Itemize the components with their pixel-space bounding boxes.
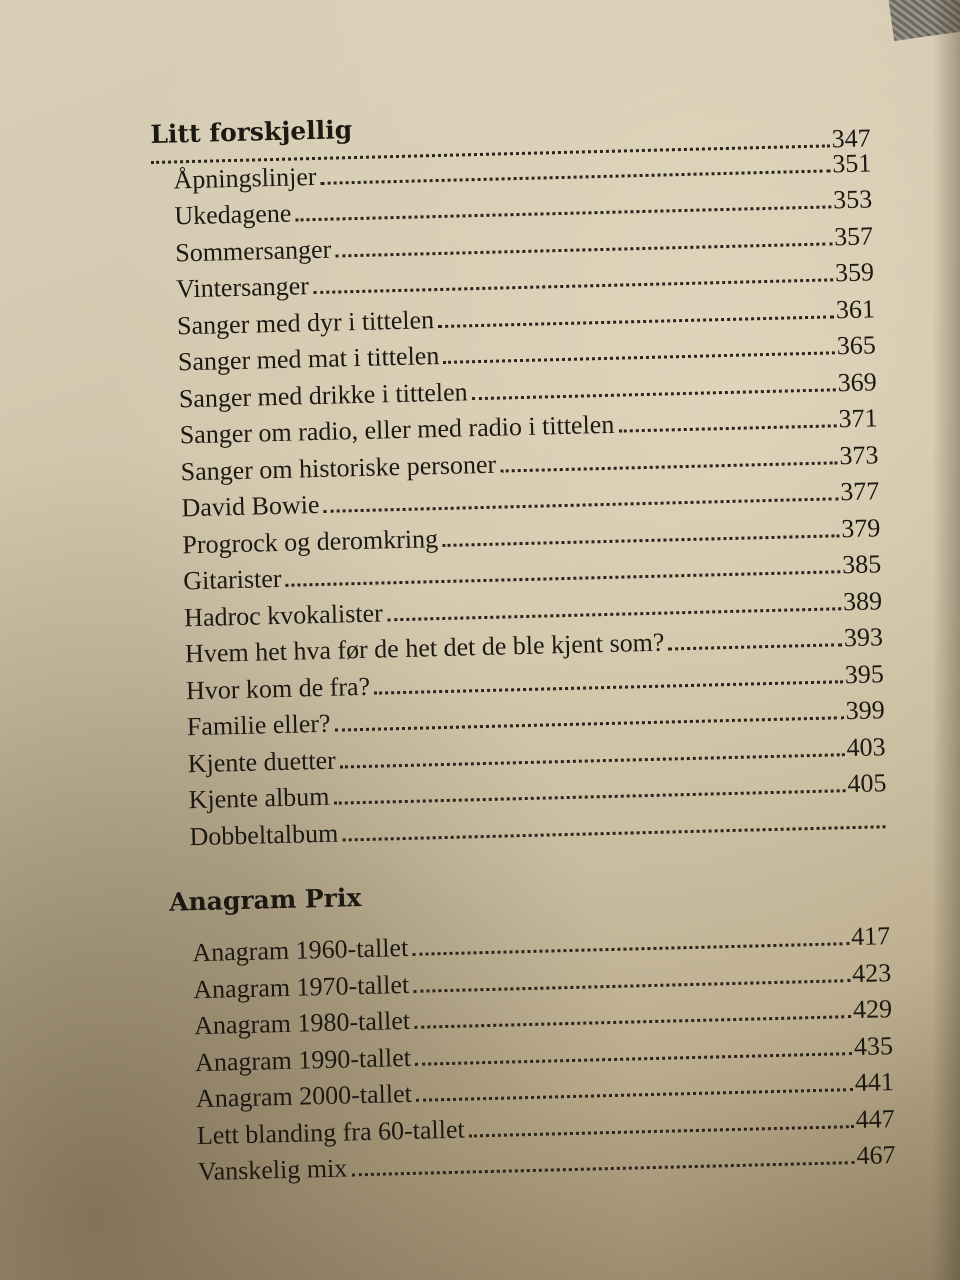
leader-dots xyxy=(295,205,831,221)
leader-dots xyxy=(500,461,837,472)
page-number: 405 xyxy=(847,768,887,799)
leader-dots xyxy=(340,753,845,768)
leader-dots xyxy=(335,242,832,257)
page-number: 395 xyxy=(844,658,885,689)
entry-title: Anagram 1980-tallet xyxy=(193,1005,411,1041)
leader-dots xyxy=(443,351,835,364)
leader-dots xyxy=(415,1052,852,1066)
entry-title: Hadroc kvokalister xyxy=(183,597,384,632)
page-number: 379 xyxy=(840,512,881,543)
page-number: 467 xyxy=(856,1140,896,1171)
page-number: 423 xyxy=(851,957,892,988)
entry-title: Anagram 1970-tallet xyxy=(192,969,410,1004)
entry-title: Sanger med mat i tittelen xyxy=(177,341,440,377)
page-number: 351 xyxy=(831,147,872,178)
entry-title: Kjente album xyxy=(188,781,330,815)
page-number: 359 xyxy=(834,257,875,288)
page-number: 435 xyxy=(853,1030,894,1061)
leader-dots xyxy=(335,716,844,731)
leader-dots xyxy=(618,424,836,432)
entry-title: Anagram 1960-tallet xyxy=(192,932,409,968)
page-number: 361 xyxy=(835,293,876,324)
leader-dots xyxy=(321,169,831,184)
page-number: 385 xyxy=(841,549,882,580)
entry-title: Ukedagene xyxy=(174,198,292,231)
entry-title: Sanger om historiske personer xyxy=(180,449,497,486)
page-number: 353 xyxy=(832,184,873,215)
leader-dots xyxy=(413,979,850,993)
leader-dots xyxy=(472,388,836,400)
page-number: 347 xyxy=(831,123,872,154)
entry-title: Progrock og deromkring xyxy=(182,523,439,559)
leader-dots xyxy=(313,278,833,294)
entry-title: Gitarister xyxy=(182,563,282,596)
entry-title: David Bowie xyxy=(181,489,320,523)
entry-title: Åpningslinjer xyxy=(173,161,317,194)
leader-dots xyxy=(442,534,839,547)
entry-title: Sanger med dyr i tittelen xyxy=(176,304,435,340)
page-number: 429 xyxy=(852,994,893,1025)
entry-title: Sanger om radio, eller med radio i tittelen xyxy=(179,409,615,450)
page-number: 441 xyxy=(854,1067,895,1098)
entry-title: Dobbeltalbum xyxy=(189,818,339,851)
leader-dots xyxy=(438,315,834,328)
page-number: 389 xyxy=(842,585,883,616)
page-number: 447 xyxy=(855,1103,896,1134)
entry-title: Sommersanger xyxy=(174,234,332,267)
leader-dots xyxy=(469,1125,854,1137)
page-number: 369 xyxy=(837,366,878,397)
entry-title: Lett blanding fra 60-tallet xyxy=(196,1114,465,1150)
leader-dots xyxy=(351,1161,854,1176)
page-number: 365 xyxy=(836,330,877,361)
entry-title: Vanskelig mix xyxy=(197,1153,348,1187)
page-number: 371 xyxy=(838,403,878,434)
entry-title: Hvem het hva før de het det de ble kjent som? xyxy=(184,627,665,669)
entry-title: Sanger med drikke i tittelen xyxy=(178,376,468,413)
page-edge-shadow xyxy=(932,0,960,1280)
table-of-contents xyxy=(150,100,896,1191)
entry-title: Hvor kom de fra? xyxy=(185,671,371,705)
section-heading: Anagram Prix xyxy=(168,883,362,917)
leader-dots xyxy=(412,942,849,956)
leader-dots xyxy=(374,680,843,694)
leader-dots xyxy=(416,1088,853,1102)
page-number: 417 xyxy=(850,921,891,952)
page-number: 377 xyxy=(839,476,880,507)
page-number: 393 xyxy=(843,622,884,653)
entry-title: Kjente duetter xyxy=(187,745,337,778)
leader-dots xyxy=(334,789,846,805)
entry-title: Anagram 2000-tallet xyxy=(195,1078,413,1114)
page-number: 403 xyxy=(846,731,886,762)
entry-title: Anagram 1990-tallet xyxy=(194,1042,412,1077)
leader-dots xyxy=(324,497,839,513)
leader-dots xyxy=(414,1015,851,1029)
entry-title: Vintersanger xyxy=(175,271,310,304)
leader-dots xyxy=(342,825,885,841)
entry-title: Familie eller? xyxy=(186,708,331,742)
leader-dots xyxy=(387,607,841,621)
page-number: 357 xyxy=(833,220,874,251)
leader-dots xyxy=(286,570,841,587)
page-number: 373 xyxy=(839,439,879,470)
page-number: 399 xyxy=(845,695,886,726)
leader-dots xyxy=(668,643,842,650)
section-heading: Litt forskjellig xyxy=(150,115,353,149)
